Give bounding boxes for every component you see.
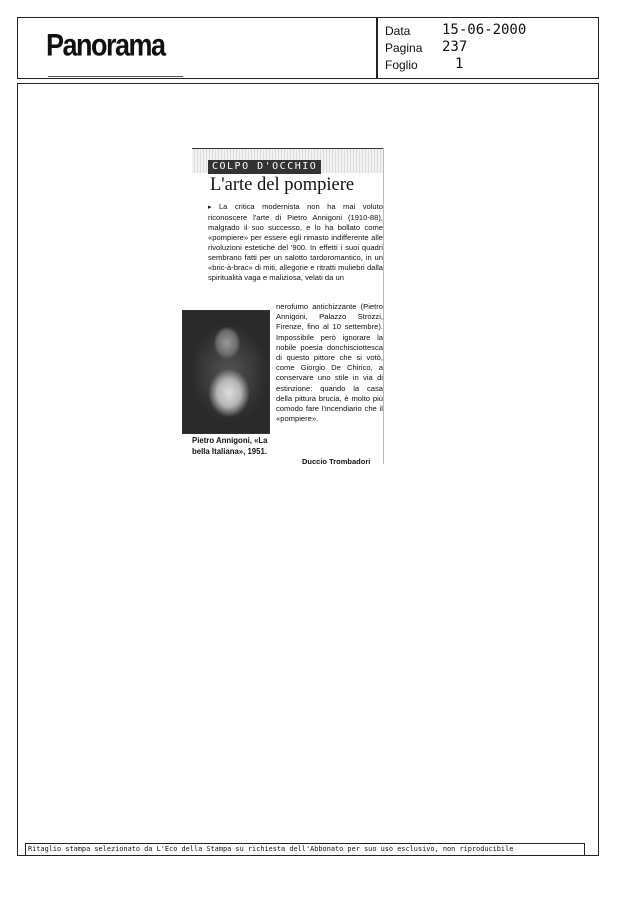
photo-caption: Pietro Annigoni, «La bella Italiana», 1951. xyxy=(192,436,268,456)
painting-photo xyxy=(182,310,270,434)
logo-underline xyxy=(48,76,183,77)
date-row xyxy=(385,22,595,39)
article-clipping xyxy=(178,148,384,464)
article-body-column: nerofumo antichizzante (Pietro Annigoni, Palazzo Strozzi, Firenze, fino al 10 settembre). Impossibile però ignorare la nobile poesia donchisciottesca di questo pittore che si votò, come Giorgio De Chirico, a conservare uno stile in via di estinzione: quando la casa della pittura brucia, è molto più comodo fare l'incendiario che il «pompiere». xyxy=(276,302,383,424)
sheet-row xyxy=(385,56,595,73)
sheet-value: 1 xyxy=(455,56,464,72)
date-label: Data xyxy=(385,24,411,38)
page-value: 237 xyxy=(442,39,468,55)
date-value: 15-06-2000 xyxy=(442,22,527,38)
sheet-label: Foglio xyxy=(385,58,418,72)
header-divider xyxy=(376,18,378,78)
bullet-icon: ▸ xyxy=(208,204,212,211)
clipping-edge xyxy=(383,148,384,464)
article-kicker: COLPO D'OCCHIO xyxy=(208,160,321,174)
page-label: Pagina xyxy=(385,41,423,55)
publication-logo: Panorama xyxy=(46,28,165,63)
clipping-header xyxy=(17,17,599,79)
article-author: Duccio Trombadori xyxy=(302,457,371,466)
article-headline: L'arte del pompiere xyxy=(210,175,355,195)
article-body-top xyxy=(208,202,383,283)
clipping-metadata xyxy=(385,22,595,73)
article-body-top-text: La critica modernista non ha mai voluto riconoscere l'arte di Pietro Annigoni (1910-88), malgrado il suo successo, e lo ha bollato come «pompiere» per essere egli rimasto indifferente alle rivoluzioni estetiche del '900. In effetti i suoi quadri sembrano fatti per un salotto tardoromantico, in un «bric-à-brac» di miti, allegorie e ritratti muliebri dalla spiritualità vaga e maliziosa, velati da un xyxy=(208,202,383,282)
page-row xyxy=(385,39,595,56)
copyright-footer: Ritaglio stampa selezionato da L'Eco della Stampa su richiesta dell'Abbonato per suo uso esclusivo, non riproducibile xyxy=(25,843,585,856)
